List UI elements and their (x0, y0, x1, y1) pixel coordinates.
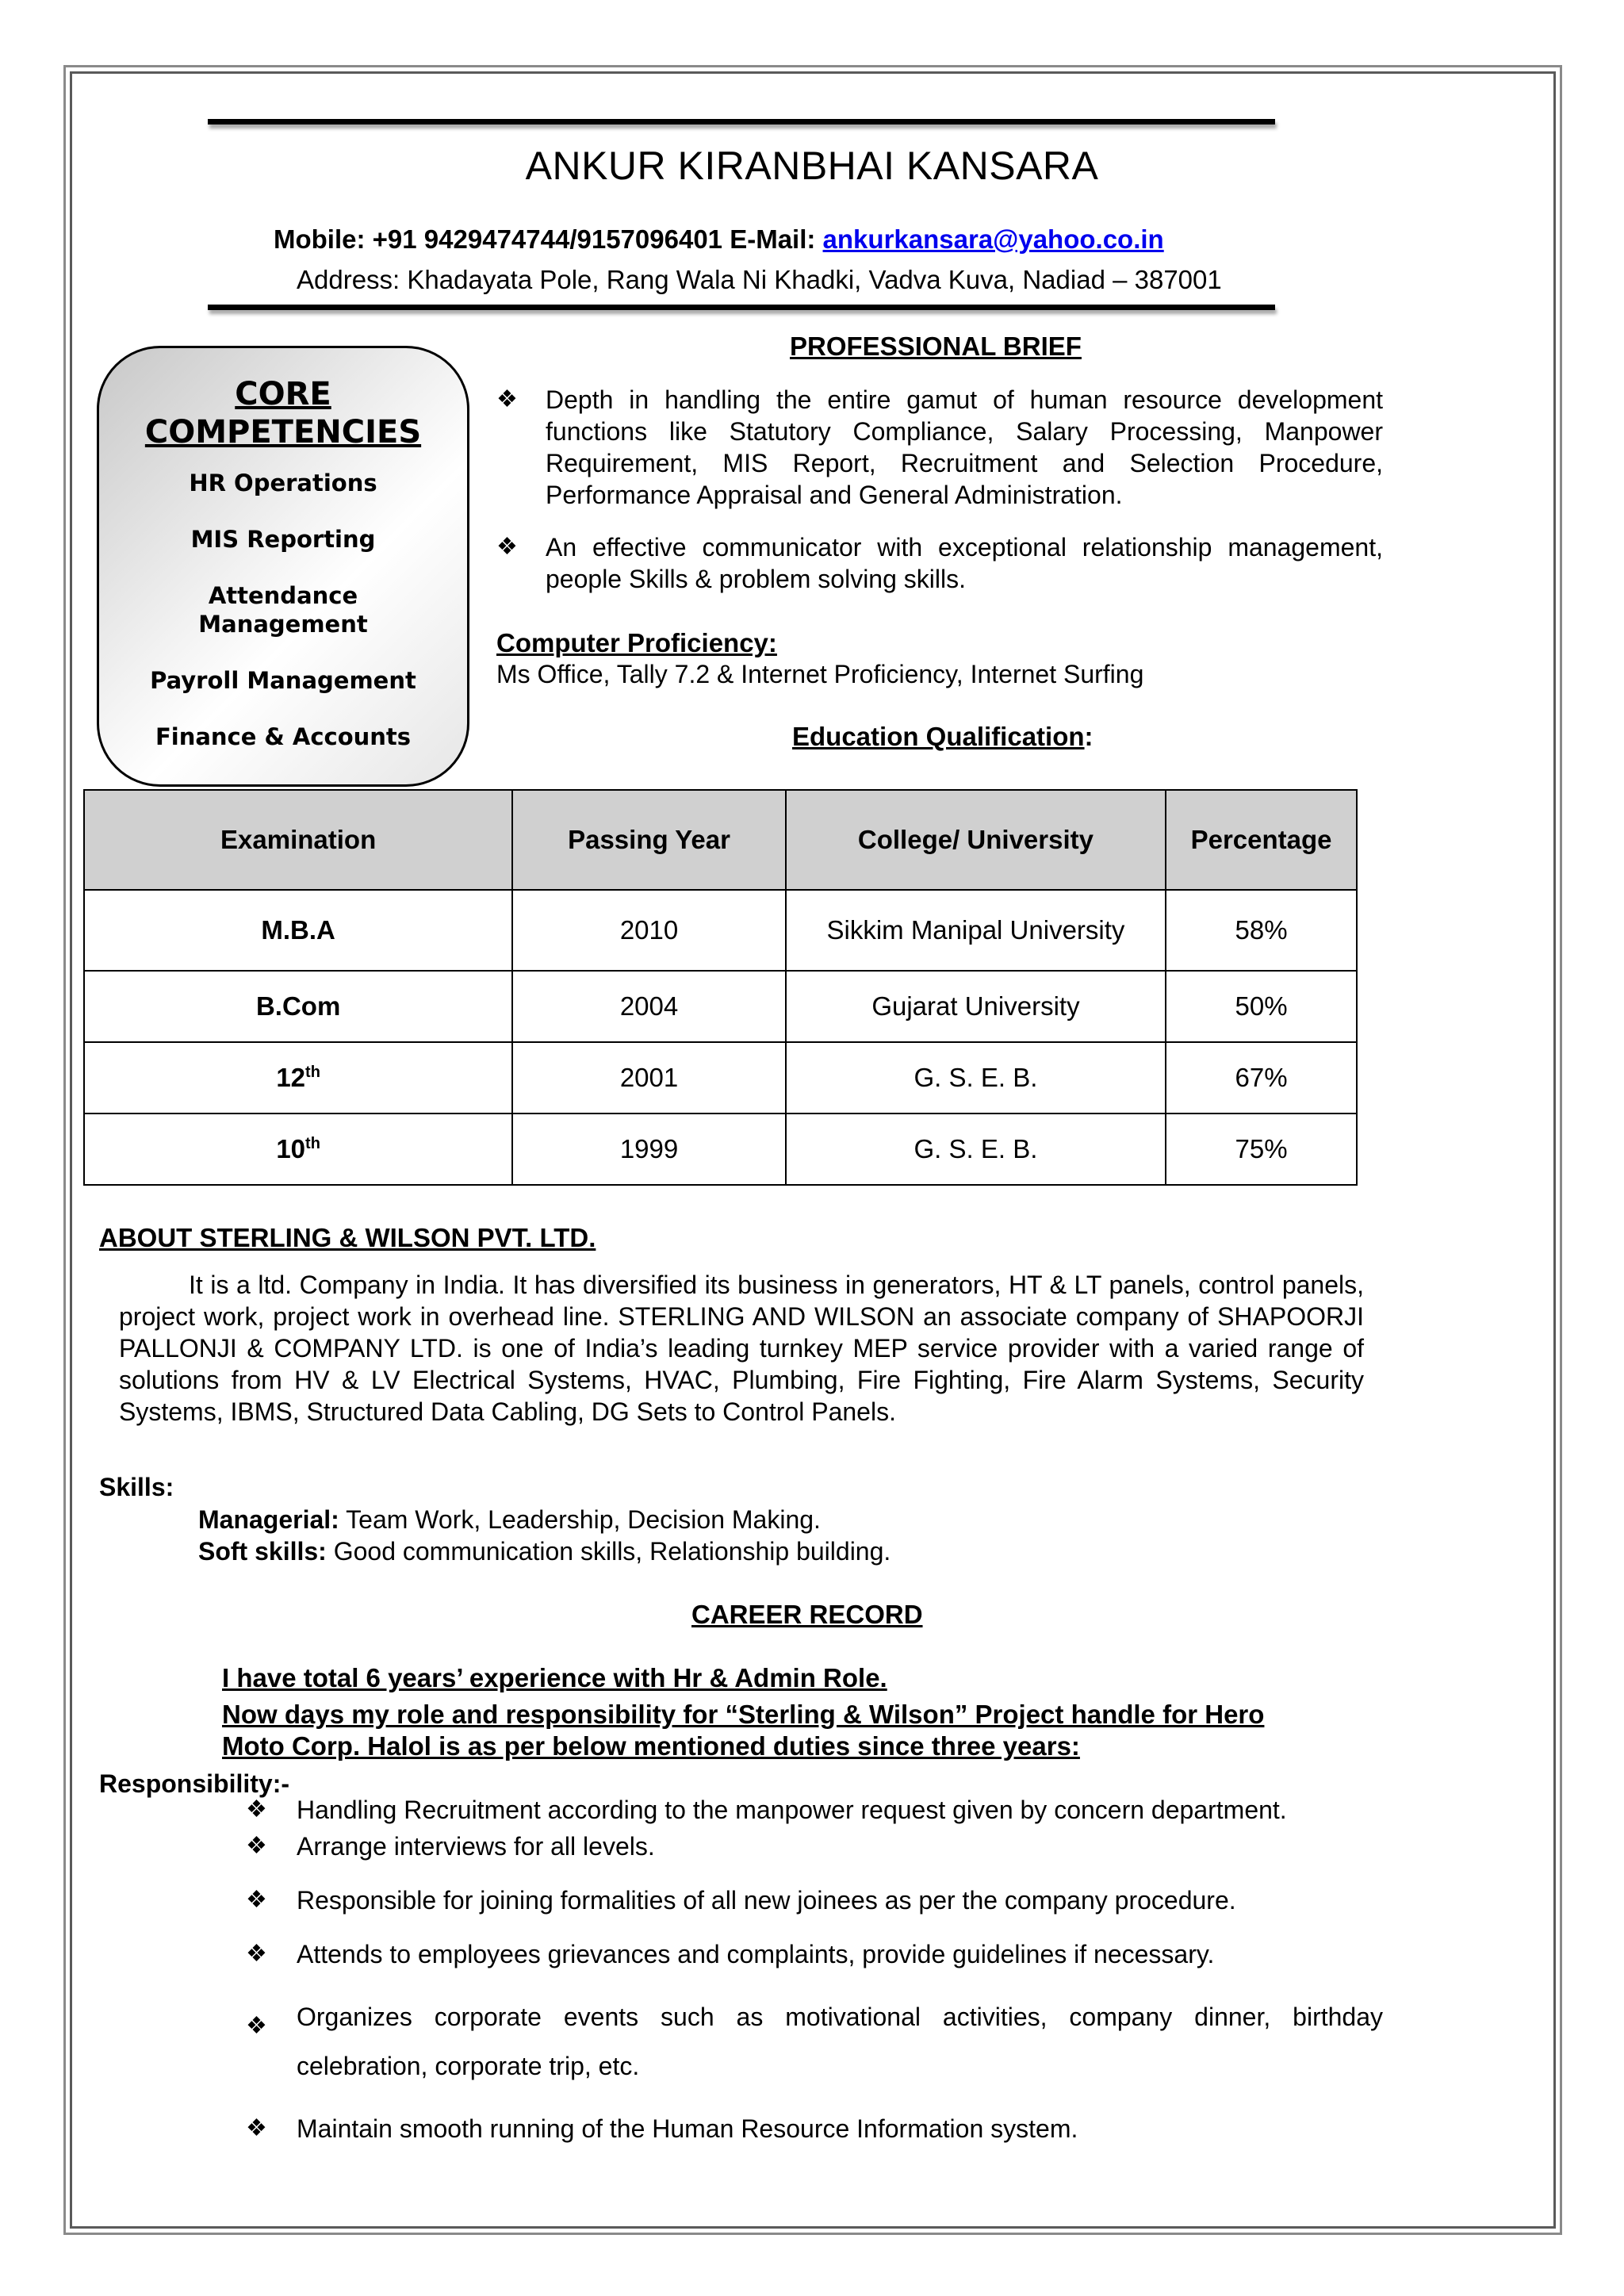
career-role-line-continued: Moto Corp. Halol is as per below mentioned duties since three years: (222, 1731, 1080, 1761)
competency-item: Payroll Management (150, 667, 416, 694)
diamond-bullet-icon: ❖ (496, 534, 518, 560)
candidate-name: ANKUR KIRANBHAI KANSARA (525, 144, 1099, 188)
list-item: ❖ Responsible for joining formalities of all new joinees as per the company procedure. (246, 1886, 1236, 1915)
computer-proficiency-heading: Computer Proficiency: (496, 628, 777, 657)
competency-item: HR Operations (189, 470, 377, 496)
skills-heading: Skills: (99, 1473, 174, 1501)
column-header: Passing Year (512, 790, 786, 890)
career-role-line: Now days my role and responsibility for “Sterling & Wilson” Project handle for Hero (222, 1700, 1265, 1729)
professional-brief-list (496, 384, 1383, 615)
core-competencies-box (97, 346, 469, 787)
column-header: Percentage (1166, 790, 1357, 890)
list-item: ❖ Attends to employees grievances and complaints, provide guidelines if necessary. (246, 1940, 1215, 1968)
diamond-bullet-icon: ❖ (246, 1833, 267, 1859)
table-row: 12th 2001 G. S. E. B. 67% (84, 1042, 1357, 1114)
email-link[interactable]: ankurkansara@yahoo.co.in (822, 224, 1164, 254)
professional-brief-heading: PROFESSIONAL BRIEF (790, 332, 1082, 361)
responsibility-list (246, 1794, 1383, 2145)
diamond-bullet-icon: ❖ (246, 2115, 267, 2141)
education-table (83, 789, 1358, 1186)
about-company-text: It is a ltd. Company in India. It has diversified its business in generators, HT & LT panels, control panels, project work, project work in overhead line. STERLING AND WILSON an associate company of SHAPOORJI PALLONJI & COMPANY LTD. is one of India’s leading turnkey MEP service provider with a varied range of solutions from HV & LV Electrical Systems, HVAC, Plumbing, Fire Fighting, Fire Alarm Systems, Security Systems, IBMS, Structured Data Cabling, DG Sets to Control Panels. (119, 1271, 1364, 1426)
core-competencies-title: CORE COMPETENCIES (144, 376, 422, 450)
list-item: ❖ Handling Recruitment according to the manpower request given by concern department. (246, 1796, 1287, 1824)
column-header: Examination (84, 790, 512, 890)
header-rule-bottom (208, 305, 1275, 310)
header-rule-top (208, 119, 1275, 125)
diamond-bullet-icon: ❖ (246, 2013, 267, 2039)
address-line: Address: Khadayata Pole, Rang Wala Ni Khadki, Vadva Kuva, Nadiad – 387001 (297, 265, 1222, 294)
about-company-heading: ABOUT STERLING & WILSON PVT. LTD. (99, 1223, 596, 1252)
career-experience-line: I have total 6 years’ experience with Hr & Admin Role. (222, 1663, 887, 1692)
mobile-label: Mobile: (274, 224, 366, 254)
email-label: E-Mail: (730, 224, 816, 254)
list-item: ❖ Arrange interviews for all levels. (246, 1832, 655, 1861)
table-row: B.Com 2004 Gujarat University 50% (84, 971, 1357, 1042)
mobile-value: +91 9429474744/9157096401 (372, 224, 723, 254)
table-header-row (84, 790, 1357, 890)
career-record-heading: CAREER RECORD (691, 1600, 923, 1629)
computer-proficiency-text: Ms Office, Tally 7.2 & Internet Proficiency, Internet Surfing (496, 660, 1144, 688)
brief-point: ❖ Depth in handling the entire gamut of human resource development functions like Statutory Compliance, Salary Processing, Manpower Requirement, MIS Report, Recruitment and Selection Procedure, Performance Appraisal and General Administration. (496, 385, 1383, 509)
responsibility-heading: Responsibility:- (99, 1769, 290, 1798)
table-row: 10th 1999 G. S. E. B. 75% (84, 1114, 1357, 1185)
column-header: College/ University (786, 790, 1166, 890)
competency-item: Finance & Accounts (155, 723, 412, 750)
list-item: ❖ Organizes corporate events such as motivational activities, company dinner, birthday celebration, corporate trip, etc. (246, 2003, 1383, 2080)
core-competencies-list (99, 469, 467, 751)
diamond-bullet-icon: ❖ (246, 1941, 267, 1967)
education-heading: Education Qualification: (792, 722, 1094, 751)
diamond-bullet-icon: ❖ (496, 386, 518, 412)
soft-skills: Soft skills: Good communication skills, Relationship building. (198, 1537, 891, 1566)
competency-item: MIS Reporting (190, 526, 376, 553)
list-item: ❖ Maintain smooth running of the Human Resource Information system. (246, 2114, 1078, 2143)
diamond-bullet-icon: ❖ (246, 1796, 267, 1823)
contact-line (274, 224, 1164, 255)
managerial-skills: Managerial: Team Work, Leadership, Decision Making. (198, 1505, 821, 1534)
competency-item: Attendance Management (198, 582, 368, 638)
diamond-bullet-icon: ❖ (246, 1887, 267, 1913)
brief-point: ❖ An effective communicator with exceptional relationship management, people Skills & problem solving skills. (496, 533, 1383, 593)
table-row: M.B.A 2010 Sikkim Manipal University 58% (84, 890, 1357, 971)
